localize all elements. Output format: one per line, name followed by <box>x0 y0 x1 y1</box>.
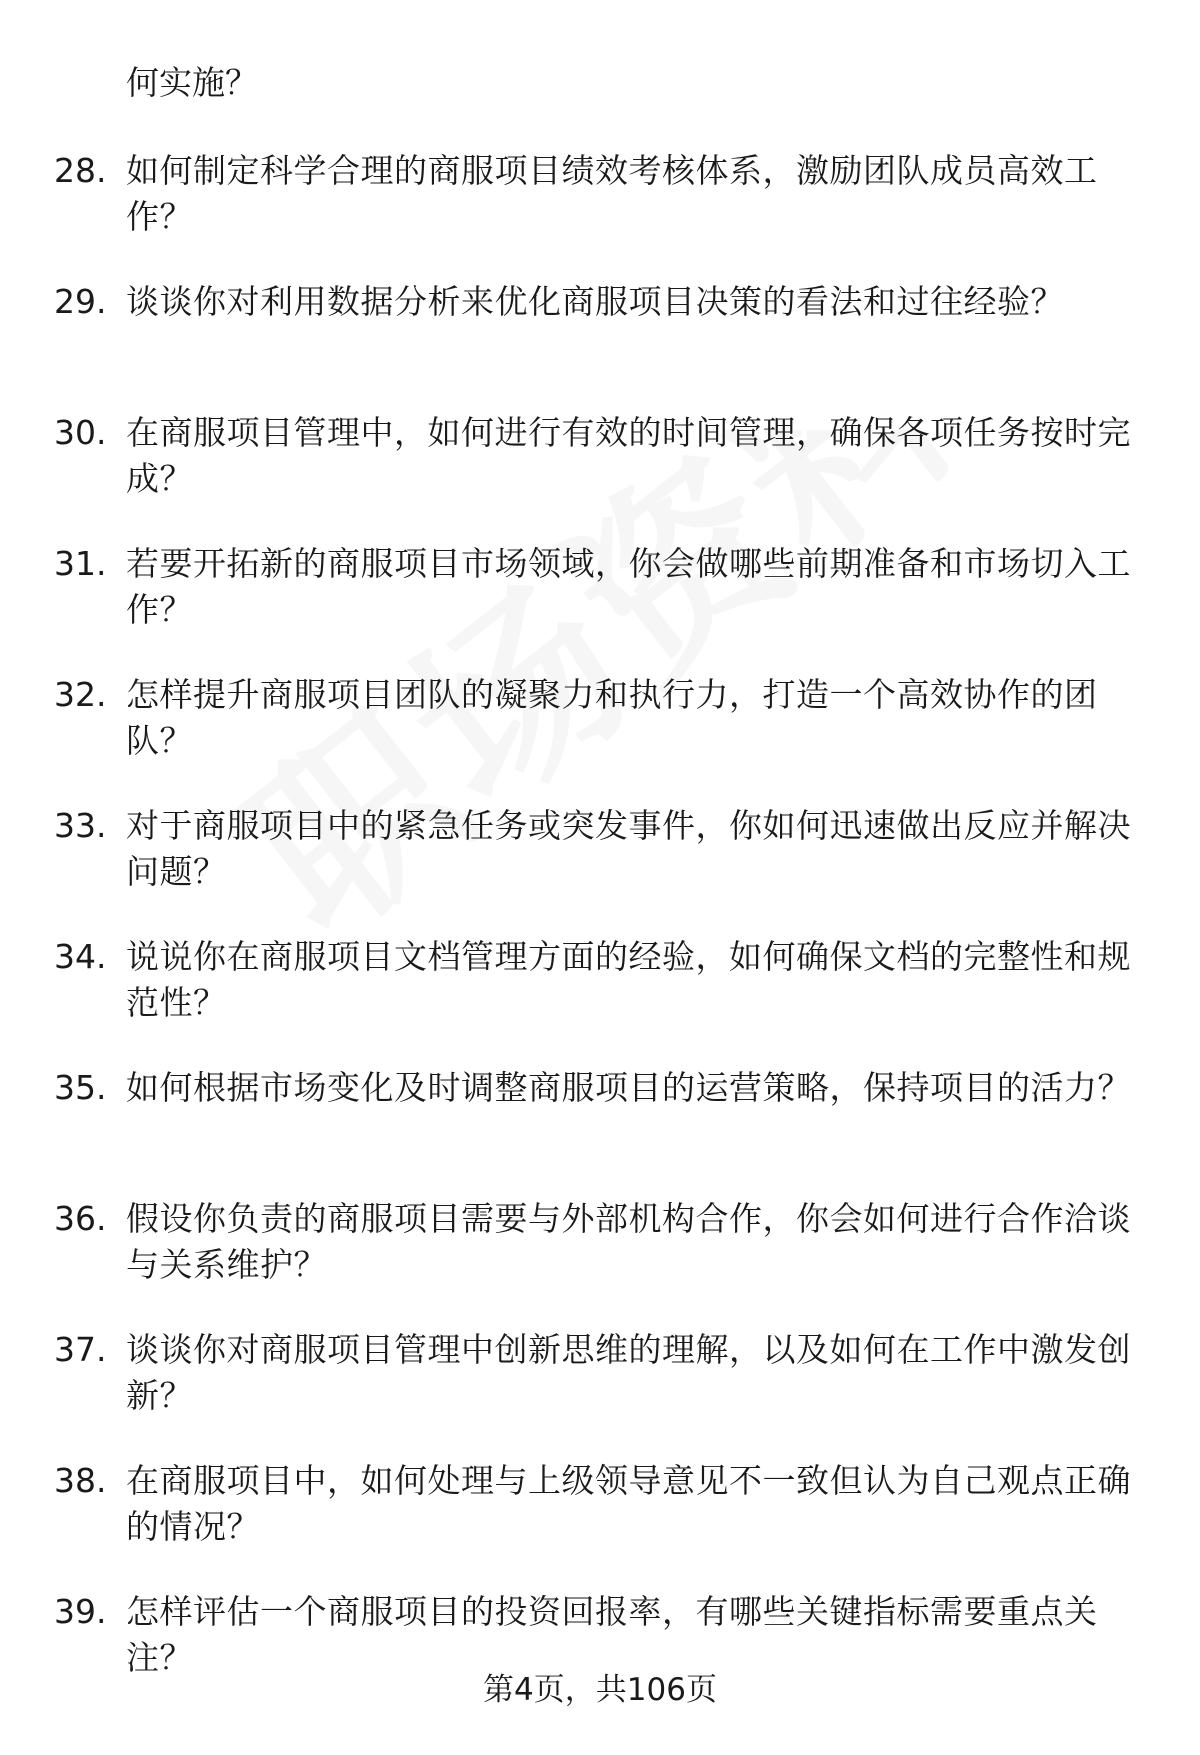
continuation-text: 何实施？ <box>126 63 258 102</box>
list-item <box>0 1065 1200 1196</box>
item-number: 29. <box>54 282 107 321</box>
item-text: 假设你负责的商服项目需要与外部机构合作，你会如何进行合作洽谈与关系维护？ <box>126 1199 1131 1284</box>
item-number: 32. <box>54 675 107 714</box>
item-text: 谈谈你对利用数据分析来优化商服项目决策的看法和过往经验？ <box>126 282 1064 321</box>
item-text: 对于商服项目中的紧急任务或突发事件，你如何迅速做出反应并解决问题？ <box>126 806 1131 891</box>
list-item <box>0 1458 1200 1589</box>
list-item <box>0 148 1200 279</box>
item-number: 38. <box>54 1461 107 1500</box>
item-number: 39. <box>54 1592 107 1631</box>
item-text: 若要开拓新的商服项目市场领域，你会做哪些前期准备和市场切入工作？ <box>126 544 1131 629</box>
list-item <box>0 1327 1200 1458</box>
list-item <box>0 541 1200 672</box>
item-number: 28. <box>54 151 107 190</box>
item-text: 怎样提升商服项目团队的凝聚力和执行力，打造一个高效协作的团队？ <box>126 675 1098 760</box>
list-item <box>0 279 1200 410</box>
item-text: 如何根据市场变化及时调整商服项目的运营策略，保持项目的活力？ <box>126 1068 1131 1107</box>
item-text: 在商服项目中，如何处理与上级领导意见不一致但认为自己观点正确的情况？ <box>126 1461 1131 1546</box>
item-number: 30. <box>54 413 107 452</box>
item-text: 在商服项目管理中，如何进行有效的时间管理，确保各项任务按时完成？ <box>126 413 1131 498</box>
item-number: 34. <box>54 937 107 976</box>
list-item <box>0 1196 1200 1327</box>
item-number: 33. <box>54 806 107 845</box>
item-text: 怎样评估一个商服项目的投资回报率，有哪些关键指标需要重点关注？ <box>126 1592 1098 1677</box>
item-number: 35. <box>54 1068 107 1107</box>
list-item <box>0 803 1200 934</box>
page-footer: 第4页，共106页 <box>483 1672 717 1708</box>
item-text: 谈谈你对商服项目管理中创新思维的理解，以及如何在工作中激发创新？ <box>126 1330 1131 1415</box>
question-list <box>0 148 1200 1720</box>
item-number: 37. <box>54 1330 107 1369</box>
list-item <box>0 672 1200 803</box>
item-text: 说说你在商服项目文档管理方面的经验，如何确保文档的完整性和规范性？ <box>126 937 1131 1022</box>
list-item <box>0 934 1200 1065</box>
list-item <box>0 410 1200 541</box>
item-number: 31. <box>54 544 107 583</box>
item-number: 36. <box>54 1199 107 1238</box>
item-text: 如何制定科学合理的商服项目绩效考核体系，激励团队成员高效工作？ <box>126 151 1098 236</box>
